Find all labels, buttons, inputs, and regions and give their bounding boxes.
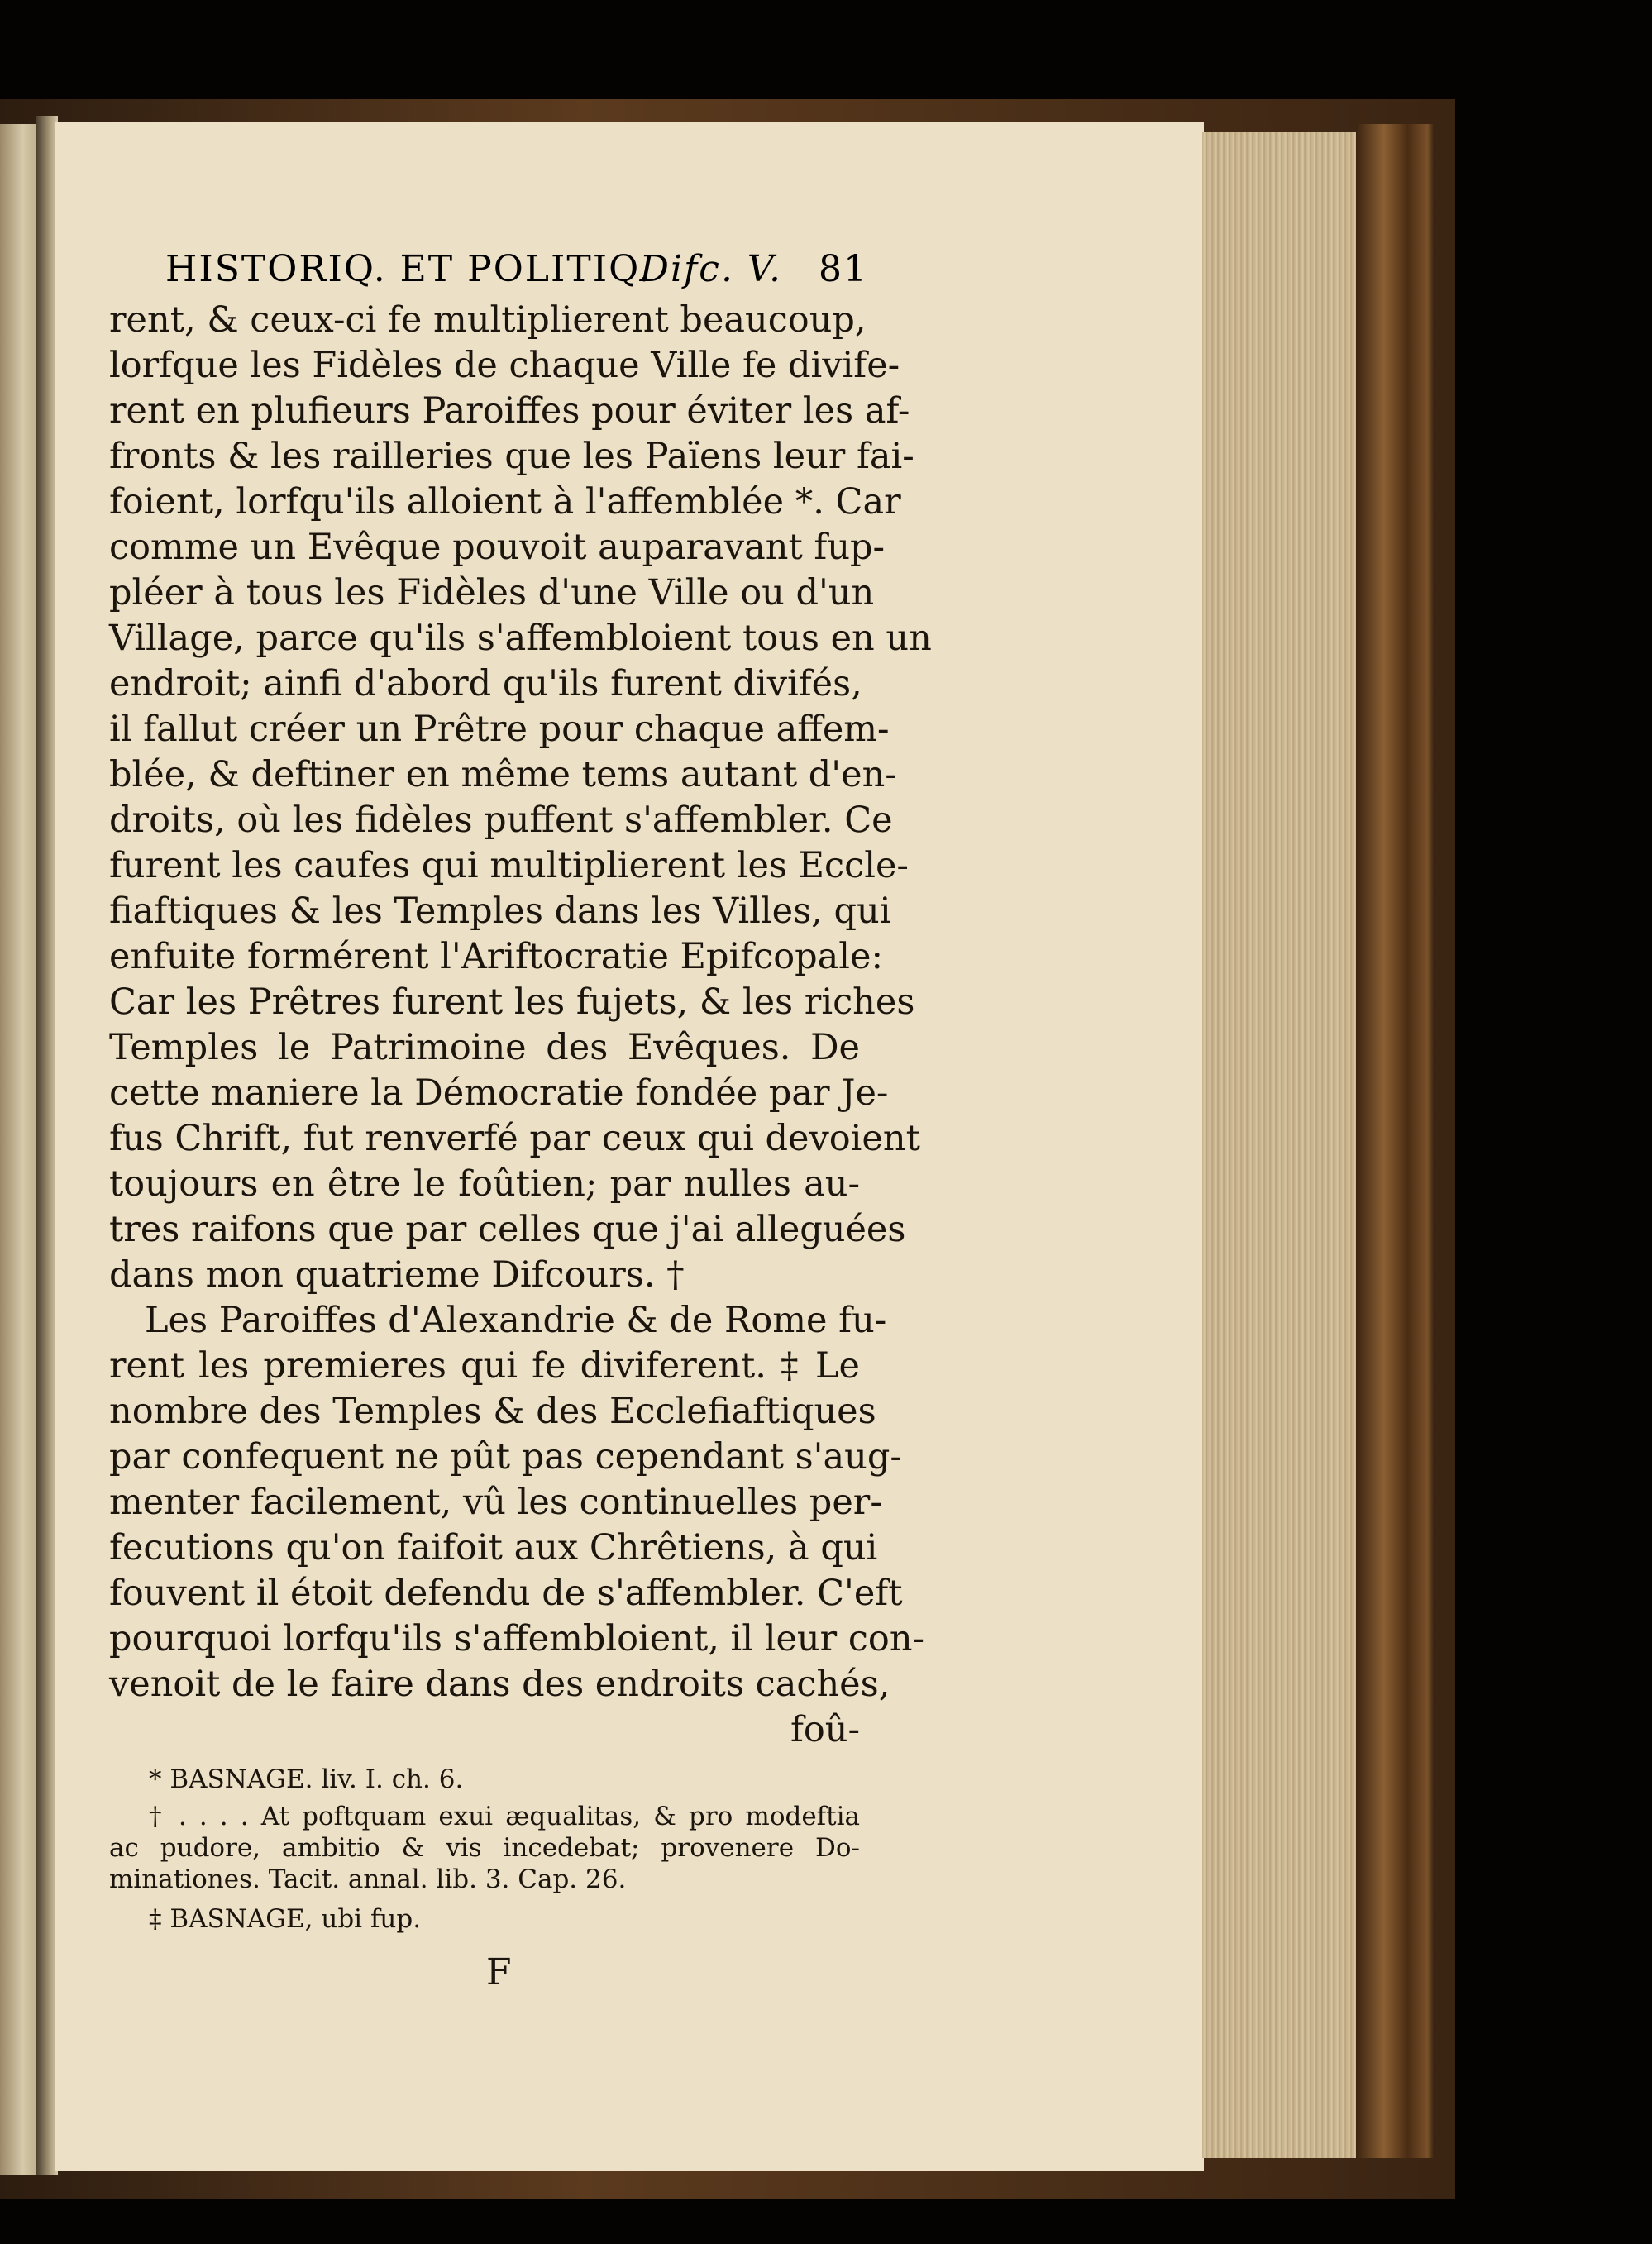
text-line: fronts & les railleries que les Païens leur fai- bbox=[109, 436, 914, 477]
footnote: * BASNAGE. liv. I. ch. 6. bbox=[149, 1764, 464, 1794]
text-line: venoit de le faire dans des endroits cachés, bbox=[109, 1664, 890, 1705]
text-line: droits, où les fidèles puffent s'affembler. Ce bbox=[109, 800, 893, 841]
text-line: cette maniere la Démocratie fondée par Je- bbox=[109, 1072, 889, 1114]
text-line: lorfque les Fidèles de chaque Ville fe divife- bbox=[109, 345, 900, 386]
text-line: fouvent il étoit defendu de s'affembler. C'eft bbox=[109, 1573, 903, 1614]
header-title: HISTORIQ. ET POLITIQ. bbox=[165, 248, 652, 290]
running-header bbox=[165, 248, 868, 298]
footnote: † . . . . At poftquam exui æqualitas, & pro modeftia bbox=[149, 1802, 860, 1831]
footnote: minationes. Tacit. annal. lib. 3. Cap. 26. bbox=[109, 1864, 627, 1894]
text-line: dans mon quatrieme Difcours. † bbox=[109, 1254, 685, 1296]
header-right bbox=[640, 248, 868, 290]
text-line: Les Paroiffes d'Alexandrie & de Rome fu- bbox=[145, 1300, 887, 1341]
text-line: fiaftiques & les Temples dans les Villes, qui bbox=[109, 890, 891, 932]
text-line: Car les Prêtres furent les fujets, & les riches bbox=[109, 981, 915, 1023]
text-line: enfuite formérent l'Ariftocratie Epifcopale: bbox=[109, 936, 883, 977]
text-line: par confequent ne pût pas cependant s'aug- bbox=[109, 1436, 902, 1478]
text-line: Temples le Patrimoine des Evêques. De bbox=[109, 1027, 860, 1068]
text-line: toujours en être le foûtien; par nulles au- bbox=[109, 1163, 860, 1205]
text-line: blée, & deftiner en même tems autant d'en- bbox=[109, 754, 897, 795]
text-line: endroit; ainfi d'abord qu'ils furent divifés, bbox=[109, 663, 862, 704]
text-line: pourquoi lorfqu'ils s'affembloient, il leur con- bbox=[109, 1618, 925, 1659]
left-page-edge bbox=[0, 124, 38, 2175]
text-line: il fallut créer un Prêtre pour chaque affem- bbox=[109, 709, 890, 750]
text-line: menter facilement, vû les continuelles per- bbox=[109, 1482, 882, 1523]
text-line: nombre des Temples & des Ecclefiaftiques bbox=[109, 1391, 876, 1432]
text-line: foient, lorfqu'ils alloient à l'affemblée *. Car bbox=[109, 481, 901, 523]
text-line: rent en plufieurs Paroiffes pour éviter les af- bbox=[109, 390, 910, 432]
text-line: rent, & ceux-ci fe multiplierent beaucoup, bbox=[109, 299, 867, 341]
book-spine-edge bbox=[1356, 124, 1435, 2158]
page-edges bbox=[1202, 132, 1359, 2158]
catchword: foû- bbox=[790, 1709, 860, 1750]
text-line: rent les premieres qui fe diviferent. ‡ Le bbox=[109, 1345, 860, 1387]
footnote: ‡ BASNAGE, ubi fup. bbox=[149, 1904, 422, 1934]
text-line: tres raifons que par celles que j'ai alleguées bbox=[109, 1209, 906, 1250]
text-line: fecutions qu'on faifoit aux Chrêtiens, à qui bbox=[109, 1527, 878, 1568]
footnote: ac pudore, ambitio & vis incedebat; provenere Do- bbox=[109, 1833, 860, 1863]
text-line: pléer à tous les Fidèles d'une Ville ou d'un bbox=[109, 572, 875, 614]
text-line: Village, parce qu'ils s'affembloient tous en un bbox=[109, 618, 932, 659]
page-number: 81 bbox=[819, 248, 868, 290]
text-line: furent les caufes qui multiplierent les Eccle- bbox=[109, 845, 909, 886]
text-line: comme un Evêque pouvoit auparavant fup- bbox=[109, 527, 886, 568]
header-section: Difc. V. bbox=[639, 248, 782, 290]
signature-mark: F bbox=[486, 1951, 512, 1993]
text-line: fus Chrift, fut renverfé par ceux qui devoient bbox=[109, 1118, 920, 1159]
